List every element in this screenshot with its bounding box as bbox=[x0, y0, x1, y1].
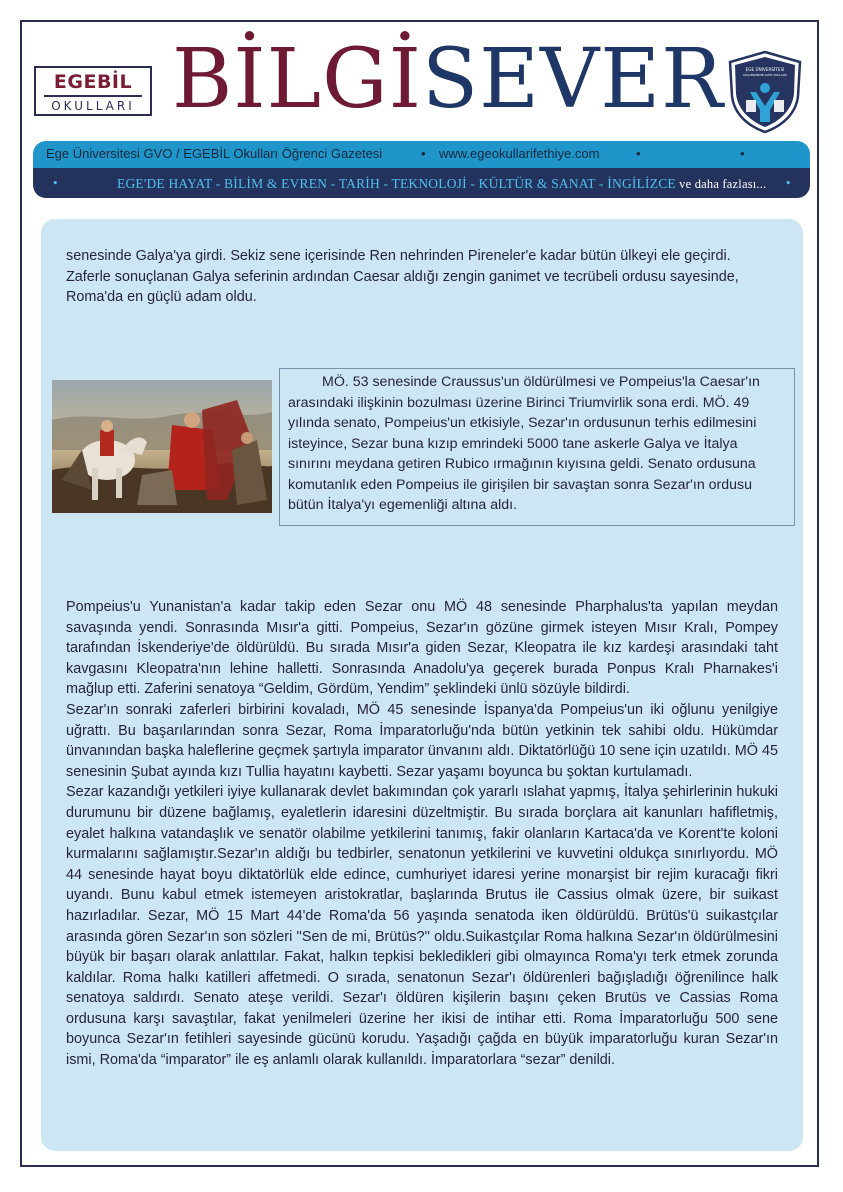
banner-bullet: • bbox=[785, 177, 792, 190]
school-name: Ege Üniversitesi GVO / EGEBİL Okulları Öğrenci Gazetesi bbox=[46, 146, 383, 161]
title-part-sever: SEVER bbox=[422, 32, 724, 127]
banner-bullet: • bbox=[740, 146, 745, 161]
shield-text-bottom: GÜÇLENDİRME VAKFI OKULLARI bbox=[742, 73, 788, 77]
boxed-text: MÖ. 53 senesinde Craussus'un öldürülmesi ve Pompeius'la Caesar'ın arasındaki ilişkinin bozulması üzerine Birinci Triumvirlik sona erdi. MÖ. 49 yılında senato, Pompeius'un etkisiyle, Sezar'ın ordusunun terhis edilmesini isteyince, Sezar buna kızıp emrindeki 5000 tane askerle Galya ve İtalya sınırını meydana getiren Rubico ırmağının kıyısına geldi. Senato ordusuna komutanlık eden Pompeius ile girişilen bir savaştan sonra Sezar'ın ordusu bütün İtalya'yı egemenliği altına aldı. bbox=[288, 374, 760, 513]
sections-more: ve daha fazlası... bbox=[675, 177, 767, 191]
shield-text-top: EGE ÜNİVERSİTESİ bbox=[745, 67, 785, 72]
boxed-paragraph-text bbox=[288, 372, 783, 516]
title-part-bilgi: BİLGİ bbox=[172, 32, 422, 127]
article-intro: senesinde Galya'ya girdi. Sekiz sene içerisinde Ren nehrinden Pireneler'e kadar bütün ülkeyi ele geçirdi. Zaferle sonuçlanan Galya seferinin ardından Caesar aldığı zengin ganimet ve tecrübeli ordusu sayesinde, Roma'da en güçlü adam oldu. bbox=[66, 248, 739, 306]
sections-text: EGE'DE HAYAT - BİLİM & EVREN - TARİH - TEKNOLOJİ - KÜLTÜR & SANAT - İNGİLİZCE bbox=[117, 176, 676, 191]
banner-bullet: • bbox=[421, 146, 426, 161]
banner-bullet: • bbox=[52, 177, 59, 190]
website-link[interactable]: www.egeokullarifethiye.com bbox=[439, 146, 600, 161]
article-paragraph-2: Sezar'ın sonraki zaferleri birbirini kovaladı, MÖ 45 senesinde İspanya'da Pompeius'un iki oğlunu yenilgiye uğrattı. Bu başarılarından sonra Sezar, Roma İmparatorluğu'nda bütün yetkinin tek sahibi oldu. Hükümdar ünvanından başka haleflerine geçmek şartıyla imparator ünvanını aldı. Diktatörlüğü 10 sene için uzatıldı. MÖ 45 senesinin Şubat ayında kızı Tullia hayatını kaybetti. Sezar yaşamı boyunca bu şoktan kurtulamadı. bbox=[66, 701, 778, 780]
logo-divider bbox=[44, 95, 142, 97]
newspaper-title bbox=[172, 30, 724, 130]
university-shield-logo bbox=[726, 50, 804, 134]
logo-title: EGEBİL bbox=[53, 71, 133, 93]
article-paragraph-1: Pompeius'u Yunanistan'a kadar takip eden Sezar onu MÖ 48 senesinde Pharphalus'ta yapılan meydan savaşında yendi. Sonrasında Mısır'a gitti. Pompeius, Sezar'ın gözüne girmek isteyen Mısır Kralı, Pompey tarafından İskenderiye'de öldürüldü. Bu sırada Mısır'a giden Sezar, Kleopatra ile kız kardeşi arasındaki taht kavgasını Kleopatra'nın lehine halletti. Sonrasında Anadolu'ya geçerek burada Ponpus Kralı Pharnakes'i mağlup etti. Zaferini senatoya “Geldim, Gördüm, Yendim” şeklindeki ünlü sözüyle bildirdi. bbox=[66, 599, 778, 698]
boxed-paragraph bbox=[279, 368, 795, 526]
caesar-painting-image bbox=[52, 380, 272, 513]
article-body bbox=[66, 597, 778, 1071]
logo-subtitle: OKULLARI bbox=[51, 99, 135, 113]
banner-bullet: • bbox=[636, 146, 641, 161]
school-info-banner bbox=[33, 141, 810, 168]
egebil-logo bbox=[34, 66, 152, 116]
sections-banner bbox=[33, 168, 810, 198]
article-paragraph-3: Sezar kazandığı yetkileri iyiye kullanarak devlet bakımından çok yararlı ıslahat yapmış, İtalya şehirlerinin hukuki durumunu bir düzene bağlamış, eyaletlerin idaresini düzeltmiştir. Bu sırada borçlara ait kanunları hafifletmiş, eyalet halkına vatandaşlık ve senatör olabilme yetkilerini tanımış, fakir olanların Kartaca'da ve Korent'te koloni kurmalarını sağlamıştır.Sezar'ın aldığı bu tedbirler, senatonun yetkilerini ve kuvvetini oldukça sınırlıyordu. MÖ 44 senesinde hayat boyu diktatörlük elde edince, cumhuriyet idaresi yerine monarşist bir rejim kuracağı fikri uyandı. Bunu kabul etmek istemeyen aristokratlar, başlarında Brutus ile Cassius olmak üzere, bir suikast hazırladılar. Sezar, MÖ 15 Mart 44'de Roma'da 56 yaşında senatoda iken öldürüldü. Brütüs'ü suikastçılar arasında gören Sezar'ın son sözleri ''Sen de mi, Brütüs?'' oldu.Suikastçılar Roma halkına Sezar'ın öldürülmesini büyük bir başarı olarak anlattılar. Fakat, halkın tepkisi bekledikleri gibi olmayınca Roma'yı terk etmek zorunda kaldılar. Roma halkı katilleri affetmedi. O sırada, senatonun Sezar'ı öldürenleri bağışladığı öğrenilince halk senatoya saldırdı. Senato ateşe verildi. Sezar'ı öldüren kişilerin başını çeken Brutüs ve Cassias Roma ordusuna karşı savaştılar, fakat yenilmeleri üzerine her ikisi de intihar etti. Roma İmparatorluğu 500 sene boyunca Sezar'ın fetihleri sayesinde gücünü korudu. Yaşadığı çağda en büyük imparatorluğu kuran Sezar'ın ismi, Roma'da “imparator” ile eş anlamlı olarak kullanıldı. İmparatorlara “sezar” denildi. bbox=[66, 784, 778, 1069]
sections-list bbox=[117, 176, 766, 192]
